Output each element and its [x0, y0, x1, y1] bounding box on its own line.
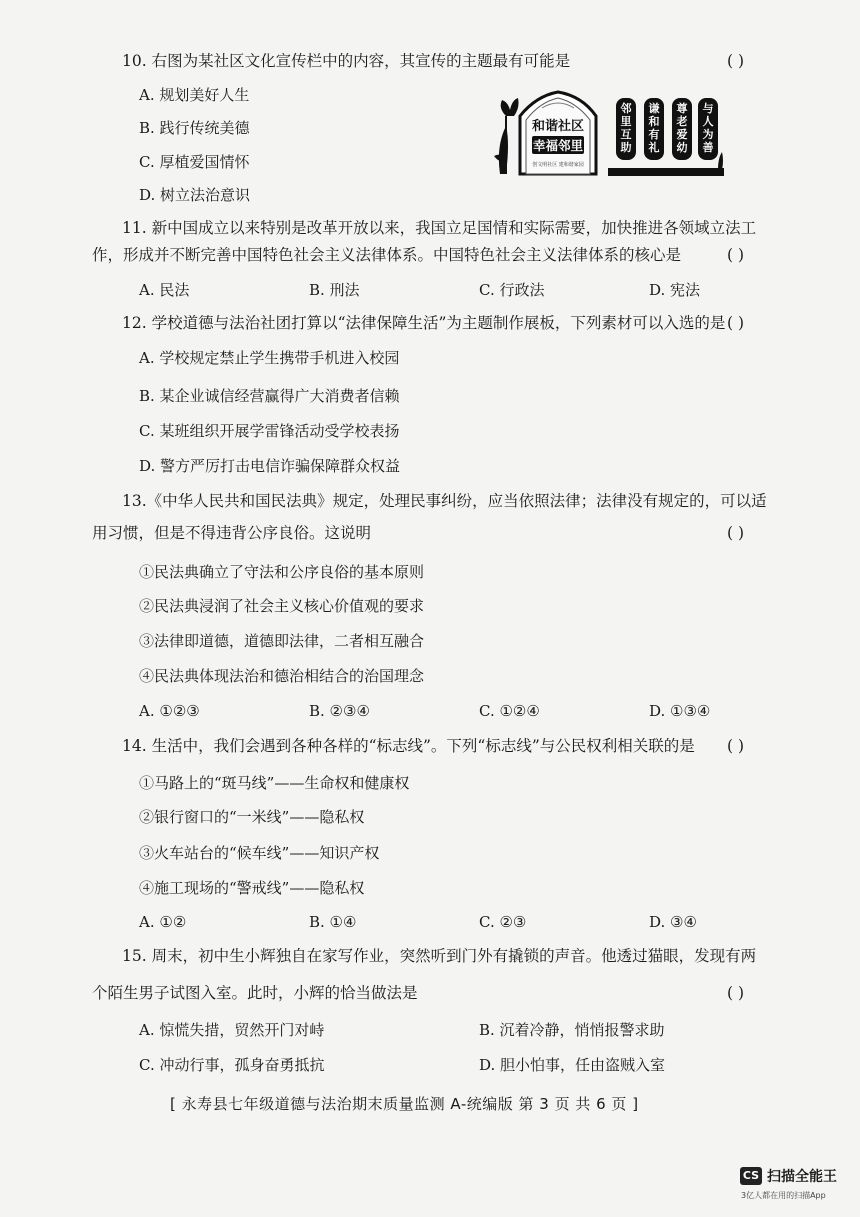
camscanner-name: 扫描全能王 [767, 1169, 837, 1185]
poster-panel-4: 与人为善 [702, 102, 714, 154]
q14-option-c: C. ②③ [479, 913, 527, 931]
q11-option-c: C. 行政法 [479, 281, 545, 299]
q13-line2: 用习惯，但是不得违背公序良俗。这说明 [92, 524, 372, 542]
q15-line1: 15. 周末，初中生小辉独自在家写作业，突然听到门外有撬锁的声音。他透过猫眼，发现有两 [122, 947, 757, 965]
q15-option-a: A. 惊慌失措，贸然开门对峙 [139, 1021, 325, 1039]
q14-paren: ( ) [727, 737, 745, 755]
q15-option-d: D. 胆小怕事，任由盗贼入室 [479, 1056, 666, 1074]
q13-item-4: ④民法典体现法治和德治相结合的治国理念 [139, 667, 425, 685]
q11-line2: 作，形成并不断完善中国特色社会主义法律体系。中国特色社会主义法律体系的核心是 [92, 246, 682, 264]
q10-option-d: D. 树立法治意识 [139, 186, 251, 204]
page-footer: [ 永寿县七年级道德与法治期末质量监测 A-统编版 第 3 页 共 6 页 ] [170, 1095, 639, 1113]
q13-item-2: ②民法典浸润了社会主义核心价值观的要求 [139, 597, 425, 615]
q12-option-b: B. 某企业诚信经营赢得广大消费者信赖 [139, 387, 400, 405]
q13-option-d: D. ①③④ [649, 702, 711, 720]
camscanner-logo: CS [740, 1167, 762, 1185]
q13-option-c: C. ①②④ [479, 702, 540, 720]
poster-panel-3: 尊老爱幼 [676, 102, 688, 154]
q10-option-c: C. 厚植爱国情怀 [139, 153, 250, 171]
q14-option-d: D. ③④ [649, 913, 697, 931]
poster-title-line2: 幸福邻里 [532, 138, 584, 153]
q14-item-3: ③火车站台的“候车线”——知识产权 [139, 844, 380, 862]
q13-item-3: ③法律即道德，道德即法律，二者相互融合 [139, 632, 425, 650]
q15-paren: ( ) [727, 984, 745, 1002]
q15-option-c: C. 冲动行事，孤身奋勇抵抗 [139, 1056, 325, 1074]
q10-option-a: A. 规划美好人生 [139, 86, 250, 104]
q10-paren: ( ) [727, 52, 745, 70]
community-poster [492, 86, 724, 178]
q11-option-a: A. 民法 [139, 281, 190, 299]
q14-option-b: B. ①④ [309, 913, 357, 931]
q13-paren: ( ) [727, 524, 745, 542]
poster-title-line1: 和谐社区 [531, 119, 585, 134]
q12-option-a: A. 学校规定禁止学生携带手机进入校园 [139, 349, 400, 367]
q14-item-1: ①马路上的“斑马线”——生命权和健康权 [139, 774, 410, 792]
lotus-decoration-right [718, 152, 723, 170]
q11-paren: ( ) [727, 246, 745, 264]
q15-option-b: B. 沉着冷静，悄悄报警求助 [479, 1021, 665, 1039]
q14-option-a: A. ①② [139, 913, 187, 931]
poster-panel-2: 谦和有礼 [648, 102, 660, 154]
q13-option-a: A. ①②③ [139, 702, 200, 720]
lotus-decoration-left [494, 98, 519, 174]
q14-item-2: ②银行窗口的“一米线”——隐私权 [139, 808, 365, 826]
camscanner-tagline: 3亿人都在用的扫描App [741, 1191, 826, 1200]
q14-item-4: ④施工现场的“警戒线”——隐私权 [139, 879, 365, 897]
q13-option-b: B. ②③④ [309, 702, 370, 720]
q10-option-b: B. 践行传统美德 [139, 119, 250, 137]
poster-panel-1: 邻里互助 [620, 102, 632, 154]
q13-line1: 13.《中华人民共和国民法典》规定，处理民事纠纷，应当依照法律；法律没有规定的，可以适 [122, 492, 767, 510]
poster-small-text: 创文明社区 建和谐家园 [532, 162, 584, 168]
q10-stem: 10. 右图为某社区文化宣传栏中的内容，其宣传的主题最有可能是 [122, 52, 571, 70]
q12-paren: ( ) [727, 314, 745, 332]
q15-line2: 个陌生男子试图入室。此时，小辉的恰当做法是 [92, 984, 418, 1002]
q11-option-b: B. 刑法 [309, 281, 360, 299]
q12-option-d: D. 警方严厉打击电信诈骗保障群众权益 [139, 457, 401, 475]
q12-stem: 12. 学校道德与法治社团打算以“法律保障生活”为主题制作展板，下列素材可以入选的是 [122, 314, 726, 332]
q13-item-1: ①民法典确立了守法和公序良俗的基本原则 [139, 563, 425, 581]
q12-option-c: C. 某班组织开展学雷锋活动受学校表扬 [139, 422, 400, 440]
q14-stem: 14. 生活中，我们会遇到各种各样的“标志线”。下列“标志线”与公民权利相关联的是 [122, 737, 695, 755]
q11-option-d: D. 宪法 [649, 281, 701, 299]
q11-line1: 11. 新中国成立以来特别是改革开放以来，我国立足国情和实际需要，加快推进各领域立法工 [122, 219, 757, 237]
